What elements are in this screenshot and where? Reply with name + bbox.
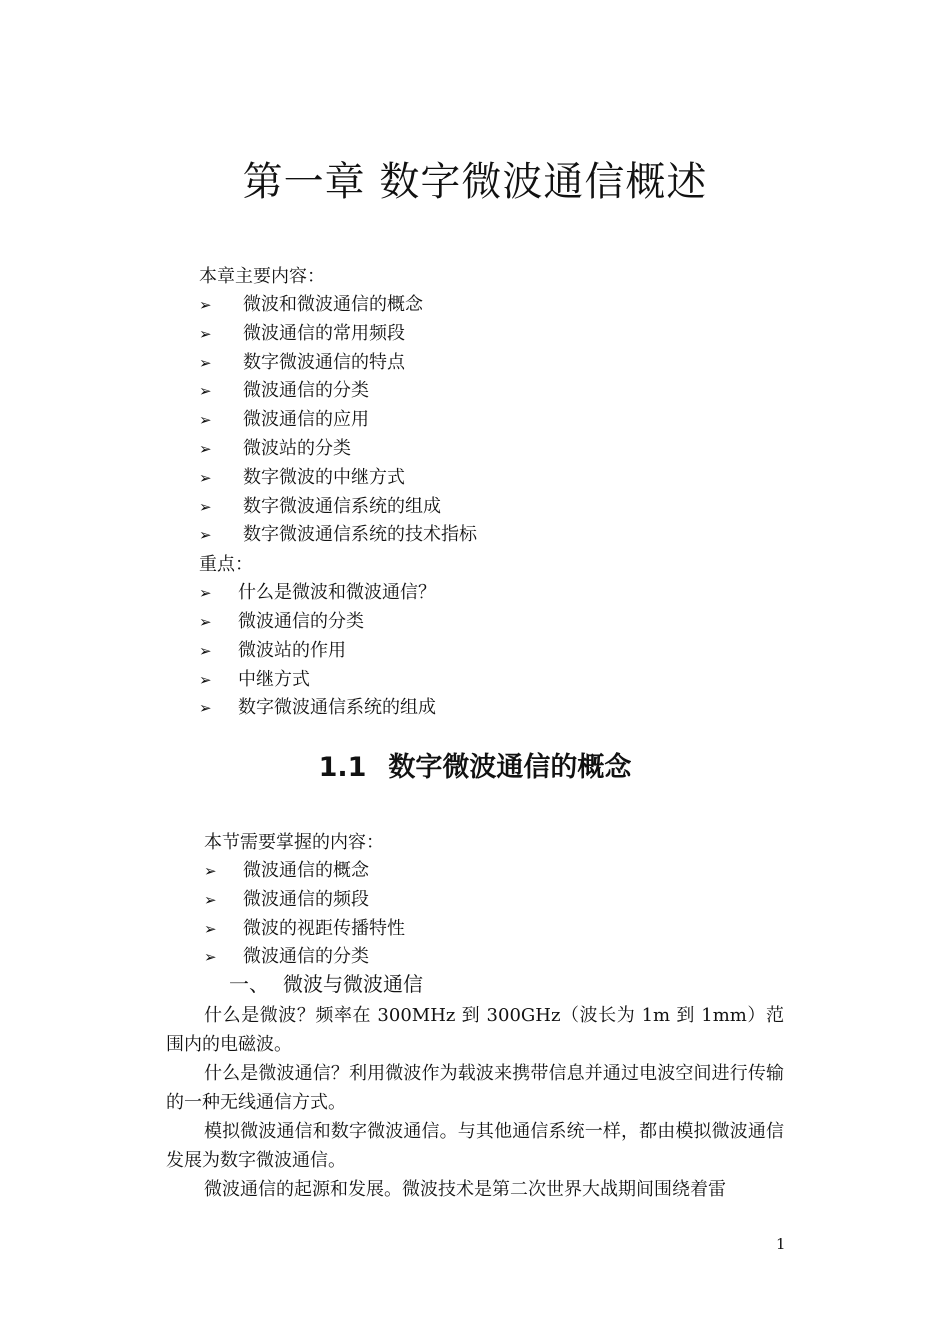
list-item: ➢ 中继方式 [199, 666, 477, 695]
arrow-bullet-icon: ➢ [199, 439, 212, 458]
list-item: ➢ 微波通信的频段 [204, 886, 405, 915]
list-item: ➢ 微波通信的概念 [204, 857, 405, 886]
arrow-bullet-icon: ➢ [199, 411, 212, 430]
chapter-contents-list [199, 262, 477, 723]
arrow-bullet-icon: ➢ [199, 699, 212, 718]
paragraph: 微波通信的起源和发展。微波技术是第二次世界大战期间围绕着雷 [204, 1179, 726, 1200]
arrow-bullet-icon: ➢ [204, 890, 217, 909]
arrow-bullet-icon: ➢ [199, 526, 212, 545]
arrow-bullet-icon: ➢ [204, 919, 217, 938]
key-points-heading: 重点： [199, 554, 253, 576]
arrow-bullet-icon: ➢ [199, 353, 212, 372]
arrow-bullet-icon: ➢ [199, 641, 212, 660]
section-title [0, 748, 950, 788]
list-item: ➢ 微波站的分类 [199, 435, 477, 464]
list-item: ➢ 数字微波通信系统的技术指标 [199, 521, 477, 550]
list-item: ➢ 微波通信的分类 [204, 943, 405, 972]
chapter-contents-heading: 本章主要内容： [199, 266, 325, 287]
list-item: ➢ 微波通信的应用 [199, 406, 477, 435]
paragraph: 模拟微波通信和数字微波通信。与其他通信系统一样，都由模拟微波通信发展为数字微波通信。 [166, 1121, 784, 1171]
subsection-heading [229, 970, 423, 998]
paragraph: 什么是微波？频率在 300MHz 到 300GHz（波长为 1m 到 1mm）范围内的电磁波。 [166, 1005, 784, 1055]
subsection-number: 一、 [229, 972, 269, 996]
section-contents-heading: 本节需要掌握的内容： [204, 832, 384, 853]
section-number: 1.1 [318, 752, 367, 783]
arrow-bullet-icon: ➢ [204, 948, 217, 967]
arrow-bullet-icon: ➢ [199, 497, 212, 516]
chapter-title: 第一章 数字微波通信概述 [242, 159, 708, 205]
list-item: ➢ 数字微波的中继方式 [199, 464, 477, 493]
arrow-bullet-icon: ➢ [199, 382, 212, 401]
arrow-bullet-icon: ➢ [199, 612, 212, 631]
list-item: ➢ 数字微波通信系统的组成 [199, 493, 477, 522]
arrow-bullet-icon: ➢ [204, 862, 217, 880]
list-item: ➢ 微波通信的常用频段 [199, 320, 477, 349]
list-item: ➢ 微波的视距传播特性 [204, 915, 405, 944]
list-item: ➢ 微波站的作用 [199, 637, 477, 666]
arrow-bullet-icon: ➢ [199, 584, 212, 603]
arrow-bullet-icon: ➢ [199, 468, 212, 487]
section-title-text: 数字微波通信的概念 [388, 752, 632, 783]
section-contents-list [204, 828, 405, 972]
list-item: ➢ 微波通信的分类 [199, 377, 477, 406]
list-item: ➢ 微波和微波通信的概念 [199, 291, 477, 320]
arrow-bullet-icon: ➢ [199, 324, 212, 343]
list-item: ➢ 微波通信的分类 [199, 608, 477, 637]
list-item: ➢ 数字微波通信的特点 [199, 349, 477, 378]
arrow-bullet-icon: ➢ [199, 296, 212, 314]
list-item: ➢ 什么是微波和微波通信？ [199, 579, 477, 608]
page-number: 1 [776, 1235, 786, 1253]
paragraph: 什么是微波通信？利用微波作为载波来携带信息并通过电波空间进行传输的一种无线通信方式。 [166, 1063, 784, 1113]
list-item: ➢ 数字微波通信系统的组成 [199, 694, 477, 723]
subsection-title: 微波与微波通信 [283, 972, 423, 996]
arrow-bullet-icon: ➢ [199, 670, 212, 689]
